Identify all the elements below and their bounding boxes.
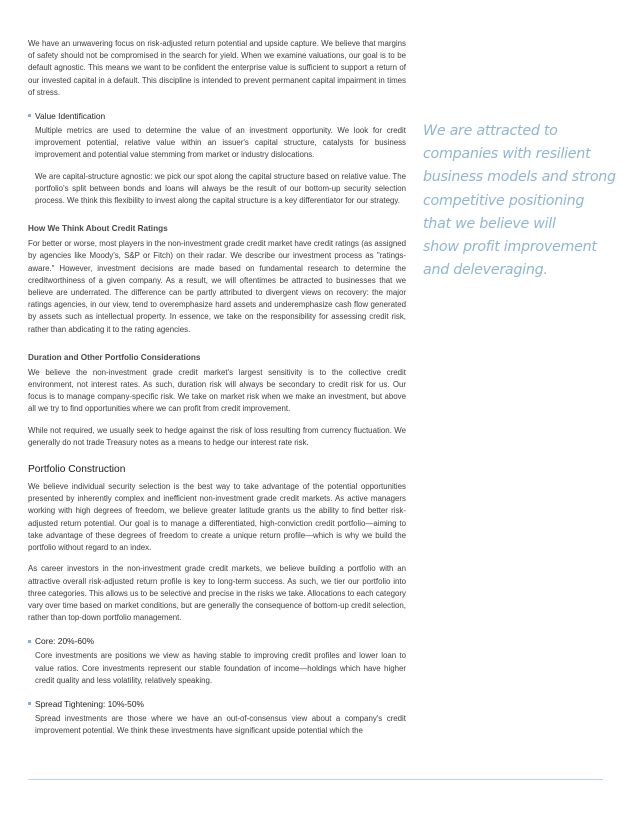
pull-quote-line: business models and strong — [423, 169, 616, 186]
paragraph: We believe individual security selection is the best way to take advantage of the potential opportunities presented by inherently complex and inefficient non-investment grade credit markets. As active managers working with high degrees of freedom, we believe greater latitude grants us the ability to find better risk-adjusted return potential. Our goal is to manage a differentiated, high-conviction credit portfolio—aiming to take advantage of these degrees of freedom to create a unique return profile—which is why we build the portfolio without regard to an index. — [28, 482, 406, 553]
paragraph: Spread investments are those where we have an out-of-consensus view about a company's credit improvement potential. We think these investments have significant upside potential which the — [35, 713, 406, 736]
core-body — [28, 650, 406, 687]
core-heading: Core: 20%-60% — [28, 635, 406, 647]
bullet-square-icon — [28, 114, 31, 117]
intro-paragraph: We have an unwavering focus on risk-adjusted return potential and upside capture. We believe that margins of safety should not be compromised in the search for yield. When we examine valuations, our goal is to be default agnostic. This means we want to be confident the enterprise value is sufficient to support a return of our invested capital in a default. This discipline is intended to prevent permanent capital impairment in times of stress. — [28, 39, 406, 97]
paragraph: We believe the non-investment grade credit market's largest sensitivity is to the collective credit environment, not interest rates. As such, duration risk will always be secondary to credit risk for us. Our focus is to manage company-specific risk. We take on market risk when we make an investment, but above all we try to find opportunities where we can profit from credit improvement. — [28, 367, 406, 414]
pull-quote-line: competitive positioning — [423, 192, 585, 209]
paragraph: As career investors in the non-investment grade credit markets, we believe building a portfolio with an attractive overall risk-adjusted return profile is key to long-term success. As such, we tier our portfolio into three categories. This allows us to be selective and precise in the risks we take. Allocations to each category vary over time based on market conditions, but are generally the consequence of bottom-up credit selection, rather than top-down portfolio management. — [28, 564, 406, 623]
bullet-square-icon — [28, 640, 31, 643]
paragraph: Core investments are positions we view as having stable to improving credit profiles and lower loan to value ratios. Core investments represent our stable foundation of income—holdings which have higher credit quality and less volatility, relatively speaking. — [35, 651, 406, 685]
main-column — [28, 38, 406, 746]
portfolio-construction-heading: Portfolio Construction — [28, 464, 126, 476]
paragraph: Multiple metrics are used to determine the value of an investment opportunity. We look for credit improvement potential, relative value within an issuer's capital structure, catalysts for business improvement and potential value stemming from market or industry dislocations. — [35, 126, 406, 160]
bullet-square-icon — [28, 702, 31, 705]
pull-quote-line: show profit improvement — [423, 239, 597, 256]
credit-ratings-heading: How We Think About Credit Ratings — [28, 224, 168, 234]
footer-divider — [28, 779, 603, 780]
spread-body — [28, 713, 406, 737]
pull-quote — [423, 120, 616, 282]
paragraph: We are capital-structure agnostic: we pick our spot along the capital structure based on relative value. The portfolio's split between bonds and loans will always be the result of our bottom-up security selection process. We think this flexibility to invest along the capital structure is a key differentiator for our strategy. — [35, 171, 406, 206]
pull-quote-line: that we believe will — [423, 215, 556, 232]
pull-quote-line: companies with resilient — [423, 146, 591, 163]
duration-heading: Duration and Other Portfolio Considerations — [28, 352, 201, 362]
credit-ratings-paragraph: For better or worse, most players in the non-investment grade credit market have credit ratings (as assigned by agencies like Moody's, S&P or Fitch) on their radar. We describe our investment process as "ratings-aware." However, investment decisions are made based on fundamental research to determine the creditworthiness of a given company. As a result, we will oftentimes be attracted to businesses that we believe are underrated. The difference can be partly attributed to divergent views on recovery: the major ratings agencies, in our view, tend to overemphasize hard assets and underemphasize cash flow generated by assets such as intellectual property. In essence, we take on the responsibility for assessing credit risk, rather than abdicating it to the rating agencies. — [28, 239, 406, 334]
pull-quote-line: and deleveraging. — [423, 262, 548, 279]
paragraph: While not required, we usually seek to hedge against the risk of loss resulting from currency fluctuation. We generally do not trade Treasury notes as a means to hedge our interest rate risk. — [28, 425, 406, 447]
pull-quote-line: We are attracted to — [423, 123, 558, 139]
value-identification-body — [28, 125, 406, 207]
value-identification-heading: Value Identification — [28, 110, 406, 122]
spread-heading: Spread Tightening: 10%-50% — [28, 698, 406, 710]
